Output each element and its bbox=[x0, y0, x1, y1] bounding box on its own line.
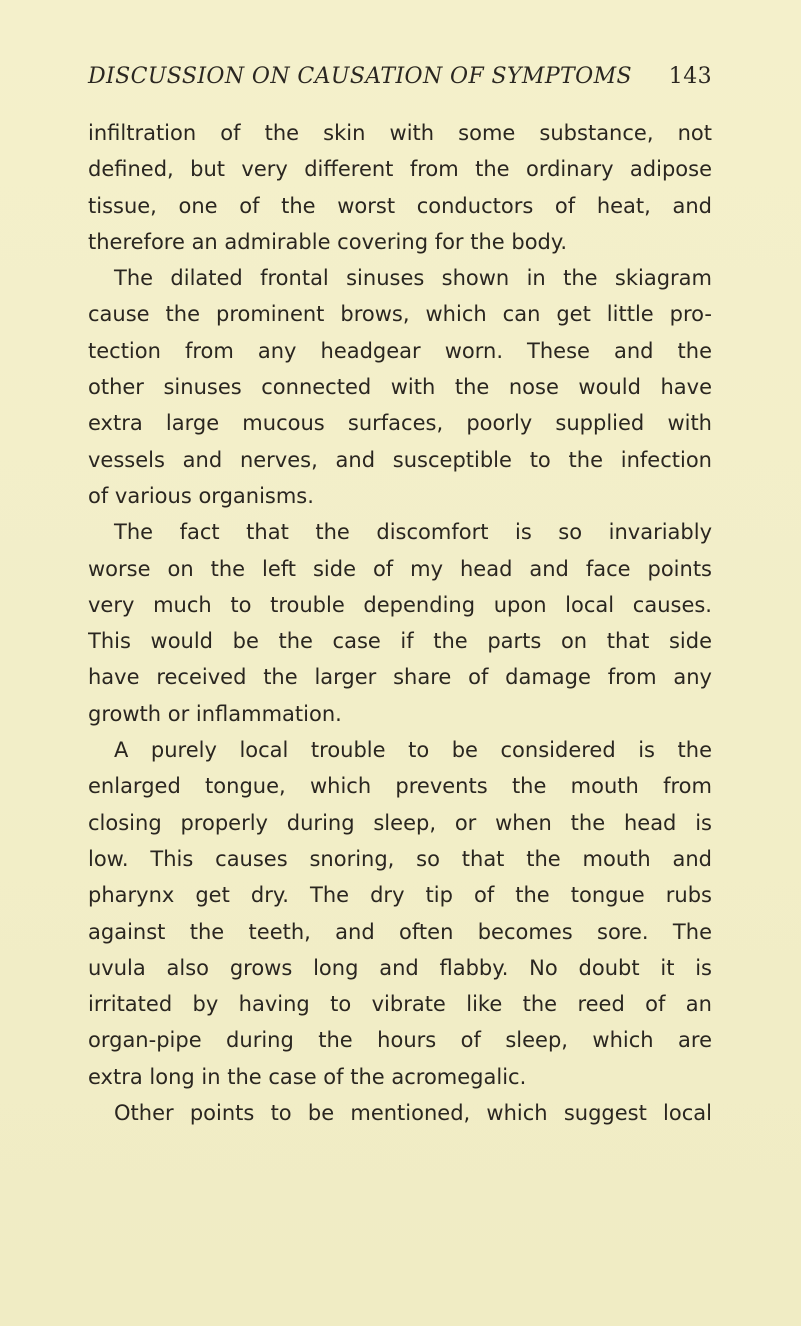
text-line: extra large mucous surfaces, poorly supplied with bbox=[88, 411, 712, 436]
running-head-title: DISCUSSION ON CAUSATION OF SYMPTOMS bbox=[88, 64, 632, 89]
text-line: therefore an admirable covering for the body. bbox=[88, 229, 568, 254]
text-line: enlarged tongue, which prevents the mouth from bbox=[88, 774, 712, 799]
text-line: of various organisms. bbox=[88, 483, 314, 508]
text-line: Other points to be mentioned, which suggest local bbox=[114, 1101, 712, 1126]
text-line: cause the prominent brows, which can get little pro- bbox=[88, 302, 712, 327]
text-line: This would be the case if the parts on that side bbox=[88, 629, 712, 654]
text-line: uvula also grows long and flabby. No doubt it is bbox=[88, 955, 712, 980]
text-line: very much to trouble depending upon local causes. bbox=[88, 592, 712, 617]
text-line: pharynx get dry. The dry tip of the tongue rubs bbox=[88, 883, 712, 908]
text-line: growth or inflammation. bbox=[88, 701, 342, 726]
text-line: against the teeth, and often becomes sore. The bbox=[88, 919, 712, 944]
text-line: irritated by having to vibrate like the reed of an bbox=[88, 992, 712, 1017]
text-line: have received the larger share of damage from any bbox=[88, 665, 712, 690]
text-line: extra long in the case of the acromegalic. bbox=[88, 1064, 527, 1089]
page-number: 143 bbox=[668, 64, 712, 89]
text-line: tissue, one of the worst conductors of heat, and bbox=[88, 193, 712, 218]
body-text bbox=[88, 115, 712, 1131]
running-head bbox=[88, 64, 712, 98]
text-line: A purely local trouble to be considered is the bbox=[114, 738, 712, 763]
text-line: closing properly during sleep, or when the head is bbox=[88, 810, 712, 835]
text-line: defined, but very different from the ordinary adipose bbox=[88, 157, 712, 182]
text-line: worse on the left side of my head and face points bbox=[88, 556, 712, 581]
text-line: tection from any headgear worn. These and the bbox=[88, 338, 712, 363]
text-line: infiltration of the skin with some substance, not bbox=[88, 121, 712, 145]
text-line: The fact that the discomfort is so invariably bbox=[114, 520, 712, 545]
text-line: other sinuses connected with the nose would have bbox=[88, 375, 712, 400]
text-line: low. This causes snoring, so that the mouth and bbox=[88, 846, 712, 871]
text-line: vessels and nerves, and susceptible to the infection bbox=[88, 447, 712, 472]
text-line: organ-pipe during the hours of sleep, which are bbox=[88, 1028, 712, 1053]
text-line: The dilated frontal sinuses shown in the skiagram bbox=[114, 266, 712, 291]
